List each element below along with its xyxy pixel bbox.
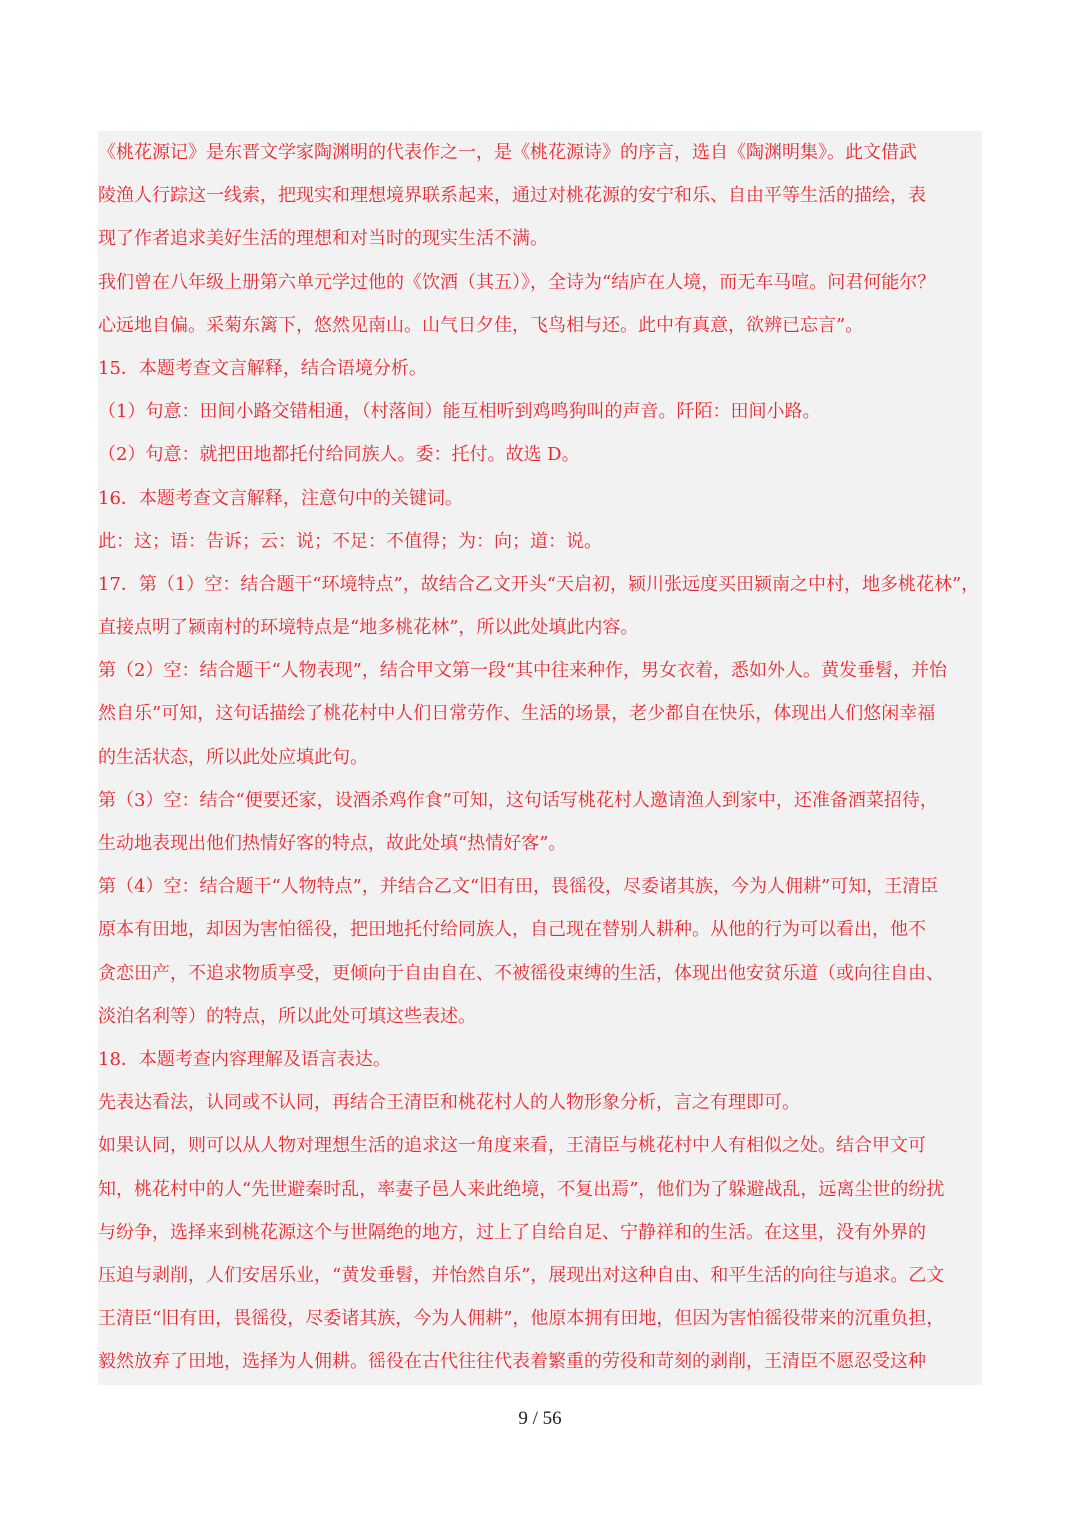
text-line: 17．第（1）空：结合题干“环境特点”，故结合乙文开头“天启初，颍川张远度买田颍南之中村，地多桃花林”，	[98, 573, 980, 595]
text-line: 现了作者追求美好生活的理想和对当时的现实生活不满。	[98, 228, 548, 250]
text-line: 直接点明了颍南村的环境特点是“地多桃花林”，所以此处填此内容。	[98, 617, 639, 639]
text-line: 我们曾在八年级上册第六单元学过他的《饮酒（其五）》，全诗为“结庐在人境，而无车马喧。问君何能尔？	[98, 271, 936, 293]
text-line: 贪恋田产，不追求物质享受，更倾向于自由自在、不被徭役束缚的生活，体现出他安贫乐道（或向往自由、	[98, 962, 944, 984]
text-line: 先表达看法，认同或不认同，再结合王清臣和桃花村人的人物形象分析，言之有理即可。	[98, 1092, 800, 1114]
text-line: 第（4）空：结合题干“人物特点”，并结合乙文“旧有田，畏徭役，尽委诸其族，今为人佣耕”可知，王清臣	[98, 876, 939, 898]
text-line: 第（2）空：结合题干“人物表现”，结合甲文第一段“其中往来种作，男女衣着，悉如外人。黄发垂髫，并怡	[98, 660, 948, 682]
text-line: 心远地自偏。采菊东篱下，悠然见南山。山气日夕佳，飞鸟相与还。此中有真意，欲辨已忘言”。	[98, 314, 864, 336]
text-line: 生动地表现出他们热情好客的特点，故此处填“热情好客”。	[98, 833, 567, 854]
text-line: 原本有田地，却因为害怕徭役，把田地托付给同族人，自己现在替别人耕种。从他的行为可以看出，他不	[98, 919, 926, 941]
text-line: 的生活状态，所以此处应填此句。	[98, 746, 368, 768]
text-line: 王清臣“旧有田，畏徭役，尽委诸其族，今为人佣耕”，他原本拥有田地，但因为害怕徭役带来的沉重负担，	[98, 1308, 945, 1330]
text-line: 18．本题考查内容理解及语言表达。	[98, 1048, 391, 1070]
answer-text-block	[98, 131, 982, 1385]
text-line: 知，桃花村中的人“先世避秦时乱，率妻子邑人来此绝境，不复出焉”，他们为了躲避战乱，远离尘世的纷扰	[98, 1178, 945, 1200]
text-line: 与纷争，选择来到桃花源这个与世隔绝的地方，过上了自给自足、宁静祥和的生活。在这里，没有外界的	[98, 1221, 926, 1243]
text-line: 第（3）空：结合“便要还家，设酒杀鸡作食”可知，这句话写桃花村人邀请渔人到家中，还准备酒菜招待，	[98, 789, 938, 811]
text-line: 陵渔人行踪这一线索，把现实和理想境界联系起来，通过对桃花源的安宁和乐、自由平等生活的描绘，表	[98, 185, 926, 207]
text-line: 如果认同，则可以从人物对理想生活的追求这一角度来看，王清臣与桃花村中人有相似之处。结合甲文可	[98, 1135, 926, 1157]
text-line: 压迫与剥削，人们安居乐业，“黄发垂髫，并怡然自乐”，展现出对这种自由、和平生活的向往与追求。乙文	[98, 1264, 945, 1286]
text-line: 《桃花源记》是东晋文学家陶渊明的代表作之一，是《桃花源诗》的序言，选自《陶渊明集》。此文借武	[98, 142, 917, 163]
text-line: 16．本题考查文言解释，注意句中的关键词。	[98, 487, 463, 509]
text-line: 然自乐”可知，这句话描绘了桃花村中人们日常劳作、生活的场景，老少都自在快乐，体现出人们悠闲幸福	[98, 703, 936, 725]
text-line: 淡泊名利等）的特点，所以此处可填这些表述。	[98, 1005, 476, 1027]
text-line: 此：这；语：告诉；云：说；不足：不值得；为：向；道：说。	[98, 530, 602, 552]
text-line: 15．本题考查文言解释，结合语境分析。	[98, 357, 427, 379]
text-line: 毅然放弃了田地，选择为人佣耕。徭役在古代往往代表着繁重的劳役和苛刻的剥削，王清臣不愿忍受这种	[98, 1351, 926, 1373]
text-line: （1）句意：田间小路交错相通，（村落间）能互相听到鸡鸣狗叫的声音。阡陌：田间小路。	[98, 401, 821, 423]
text-line: （2）句意：就把田地都托付给同族人。委：托付。故选 D。	[98, 444, 580, 466]
page-number: 9 / 56	[518, 1408, 562, 1429]
